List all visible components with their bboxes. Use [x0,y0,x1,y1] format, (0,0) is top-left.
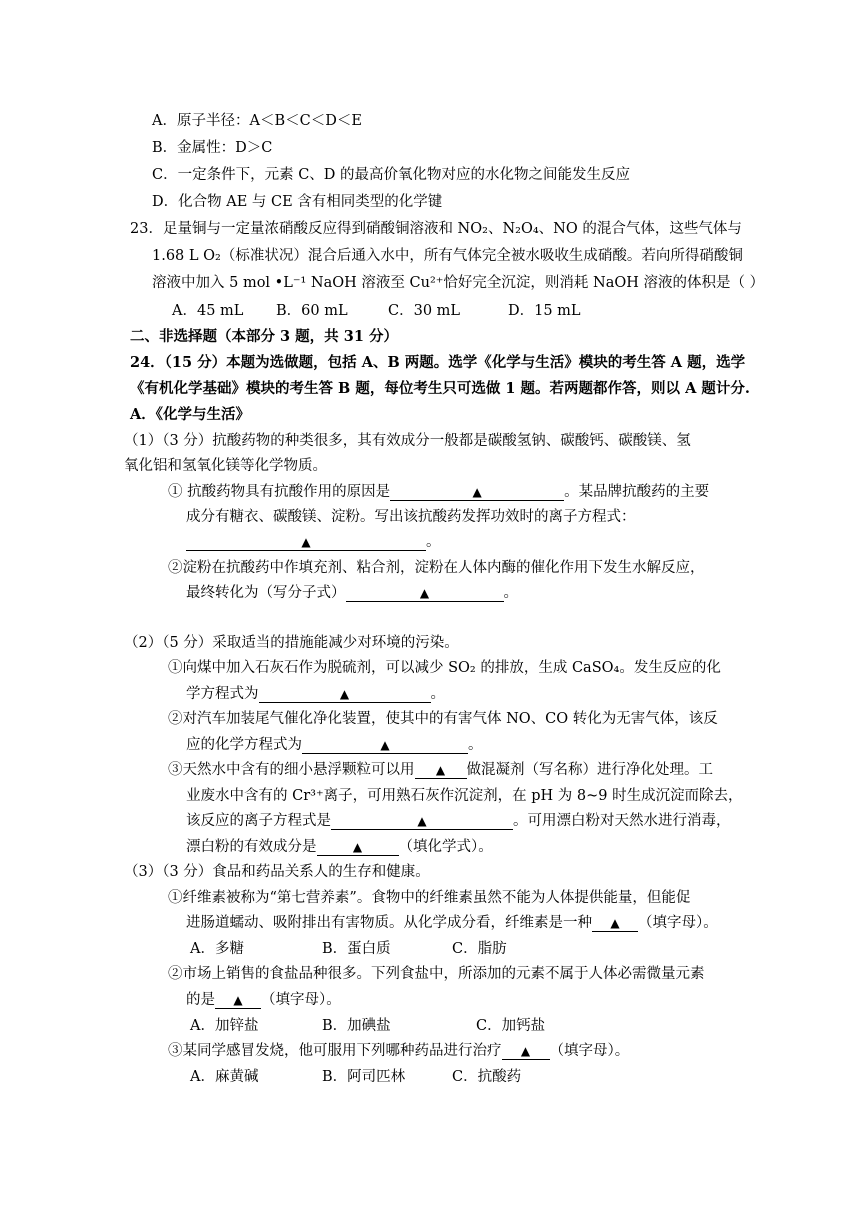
q22-option-a: A．原子半径：A＜B＜C＜D＜E [152,113,362,129]
answer-blank[interactable] [331,813,513,830]
p2-line-1: （2）（5 分）采取适当的措施能减少对环境的污染。 [124,635,459,651]
q22-option-b: B．金属性：D＞C [152,140,273,156]
p1-item-1-text-b: 。某品牌抗酸药的主要 [564,484,710,500]
answer-blank[interactable] [592,915,638,932]
answer-blank[interactable] [346,585,504,602]
p1-item-1-text-d: 。 [426,534,441,550]
blank-marker-icon: ▲ [419,586,430,600]
blank-marker-icon: ▲ [417,814,427,828]
p1-line-1: （1）（3 分）抗酸药物的种类很多，其有效成分一般都是碳酸氢钠、碳酸钙、碳酸镁、氢 [124,433,691,449]
answer-blank[interactable] [215,992,261,1009]
blank-marker-icon: ▲ [301,535,311,549]
p2-item-2-text-c: 。 [468,737,483,753]
blank-marker-icon: ▲ [233,993,243,1007]
p3-item-3-option-c: C．抗酸药 [452,1069,522,1085]
p3-item-3-option-b: B．阿司匹林 [322,1069,406,1085]
p3-item-1-line-2 [186,913,718,933]
q23-line-3: 溶液中加入 5 mol •L⁻¹ NaOH 溶液至 Cu²⁺恰好完全沉淀，则消耗 NaOH 溶液的体积是（ ） [152,275,765,291]
p3-item-3-line-1 [168,1041,629,1061]
answer-blank[interactable] [317,839,399,856]
p2-item-3-line-4 [186,837,493,857]
p1-item-1-line-1 [168,482,709,502]
answer-blank[interactable] [302,737,468,754]
p3-item-3-option-a: A．麻黄碱 [190,1069,259,1085]
answer-blank[interactable] [415,762,467,779]
p1-item-2-text-b: 最终转化为（写分子式） [186,585,346,601]
p2-item-3-line-3 [186,811,731,831]
answer-blank[interactable] [390,484,564,501]
p3-item-1-line-1: ①纤维素被称为“第七营养素”。食物中的纤维素虽然不能为人体提供能量，但能促 [168,890,691,906]
answer-blank[interactable] [186,534,426,551]
blank-marker-icon: ▲ [352,840,363,854]
p2-item-2-line-2 [186,735,483,755]
q23-line-1: 23．足量铜与一定量浓硝酸反应得到硝酸铜溶液和 NO₂、N₂O₄、NO 的混合气体，这些气体与 [130,221,742,237]
p1-item-2-text-c: 。 [503,585,518,601]
p2-item-3-text-d2: （填化学式）。 [398,839,493,855]
p2-item-1-text-b: 学方程式为 [186,686,259,702]
p1-item-2-line-1: ②淀粉在抗酸药中作填充剂、粘合剂，淀粉在人体内酶的催化作用下发生水解反应， [168,560,705,576]
p3-item-2-option-a: A．加锌盐 [190,1018,259,1034]
q24-line-2: 《有机化学基础》模块的考生答 B 题，每位考生只可选做 1 题。若两题都作答，则以 A 题计分. [130,380,750,397]
p2-item-2-text-b: 应的化学方程式为 [186,737,302,753]
blank-marker-icon: ▲ [339,687,350,701]
p2-item-3-text-a1: ③天然水中含有的细小悬浮颗粒可以用 [168,762,415,778]
blank-marker-icon: ▲ [435,763,446,777]
q23-option-a: A．45 mL [172,303,244,319]
q22-option-d: D．化合物 AE 与 CE 含有相同类型的化学键 [152,194,443,210]
p2-item-3-text-c1: 该反应的离子方程式是 [186,813,331,829]
answer-blank[interactable] [259,686,431,703]
p3-item-1-text-b1: 进肠道蠕动、吸附排出有害物质。从化学成分看，纤维素是一种 [186,915,592,931]
p2-item-3-line-1 [168,760,713,780]
p1-item-1-line-2: 成分有糖衣、碳酸镁、淀粉。写出该抗酸药发挥功效时的离子方程式： [186,509,636,525]
blank-marker-icon: ▲ [610,916,620,930]
blank-marker-icon: ▲ [472,485,482,499]
p1-item-1-line-3 [186,532,441,552]
p3-item-1-option-a: A．多糖 [190,941,244,957]
p3-item-3-text-a1: ③某同学感冒发烧，他可服用下列哪种药品进行治疗 [168,1043,502,1059]
p3-item-2-line-2 [186,990,341,1010]
blank-marker-icon: ▲ [520,1044,531,1058]
p3-line-1: （3）（3 分）食品和药品关系人的生存和健康。 [124,864,430,880]
p2-item-1-line-1: ①向煤中加入石灰石作为脱硫剂，可以减少 SO₂ 的排放，生成 CaSO₄。发生反应的化 [168,660,721,676]
answer-blank[interactable] [502,1043,550,1060]
p2-item-3-text-a2: 做混凝剂（写名称）进行净化处理。工 [466,762,713,778]
p3-item-1-text-b2: （填字母）。 [638,915,718,931]
p2-item-1-text-c: 。 [430,686,445,702]
q23-option-b: B．60 mL [276,303,348,319]
p1-item-1-text-a: ① 抗酸药物具有抗酸作用的原因是 [168,484,391,500]
q23-option-c: C．30 mL [388,303,461,319]
p3-item-3-text-a2: （填字母）。 [549,1043,630,1059]
p3-item-1-option-b: B．蛋白质 [322,941,391,957]
section-2-heading: 二、非选择题（本部分 3 题，共 31 分） [130,328,398,345]
p1-line-2: 氧化铝和氢氧化镁等化学物质。 [124,458,327,474]
p3-item-2-text-b1: 的是 [186,992,215,1008]
q23-line-2: 1.68 L O₂（标准状况）混合后通入水中，所有气体完全被水吸收生成硝酸。若向所得硝酸铜 [152,248,743,264]
p2-item-3-text-c2: 。可用漂白粉对天然水进行消毒， [513,813,731,829]
q23-option-d: D．15 mL [508,303,581,319]
p1-item-2-line-2 [186,583,518,603]
q24-part-a-heading: A．《化学与生活》 [130,406,250,423]
q22-option-c: C．一定条件下，元素 C、D 的最高价氧化物对应的水化物之间能发生反应 [152,167,631,183]
p3-item-2-text-b2: （填字母）。 [261,992,341,1008]
p3-item-2-line-1: ②市场上销售的食盐品种很多。下列食盐中，所添加的元素不属于人体必需微量元素 [168,966,705,982]
blank-marker-icon: ▲ [380,738,390,752]
p3-item-2-option-b: B．加碘盐 [322,1018,391,1034]
q24-line-1: 24．（15 分）本题为选做题，包括 A、B 两题。选学《化学与生活》模块的考生答 A 题，选学 [130,354,746,371]
p3-item-2-option-c: C．加钙盐 [476,1018,546,1034]
p2-item-2-line-1: ②对汽车加装尾气催化净化装置，使其中的有害气体 NO、CO 转化为无害气体，该反 [168,711,718,727]
p2-item-1-line-2 [186,684,445,704]
p2-item-3-line-2: 业废水中含有的 Cr³⁺离子，可用熟石灰作沉淀剂，在 pH 为 8~9 时生成沉淀而除去， [186,788,743,804]
p3-item-1-option-c: C．脂肪 [452,941,507,957]
p2-item-3-text-d1: 漂白粉的有效成分是 [186,839,317,855]
